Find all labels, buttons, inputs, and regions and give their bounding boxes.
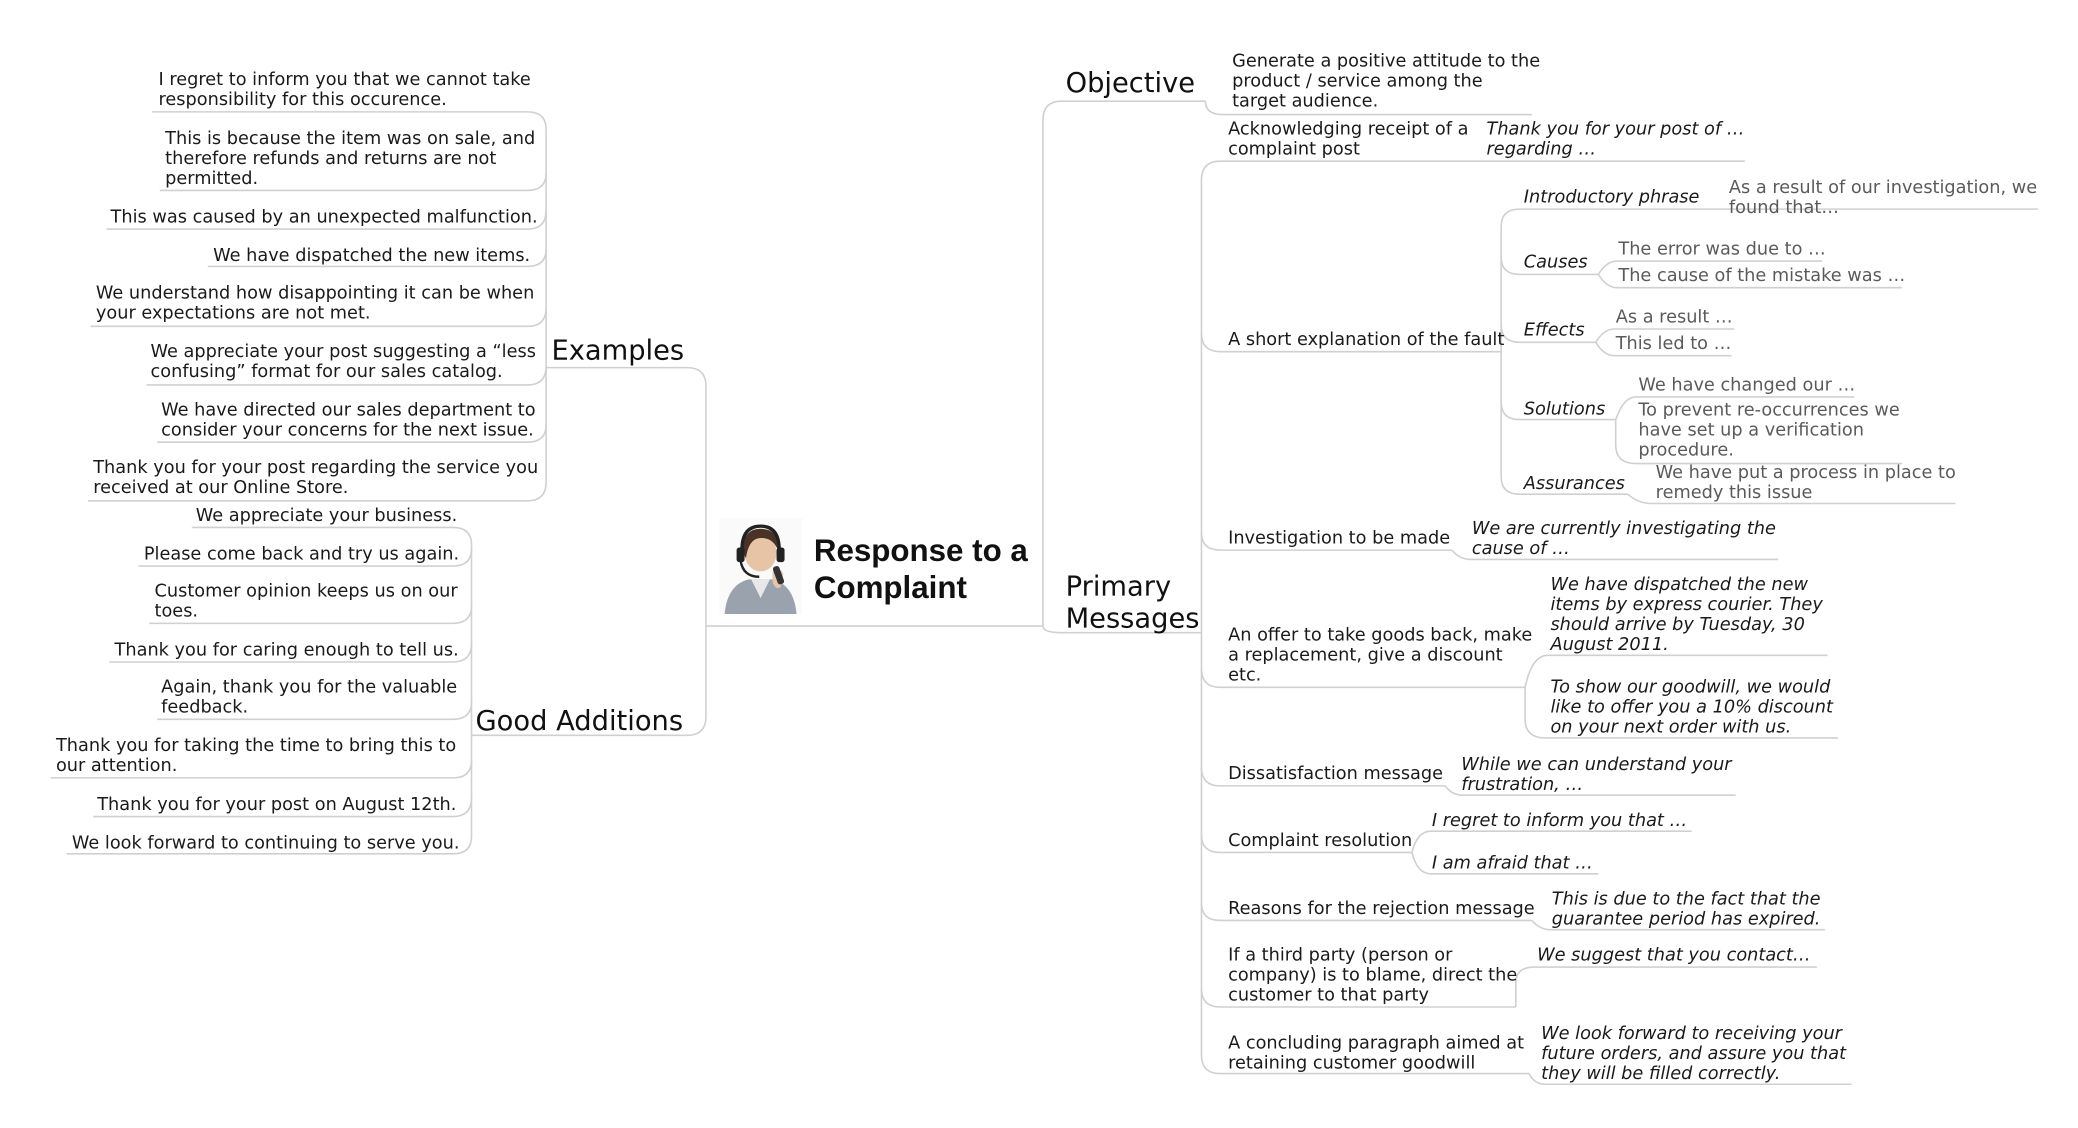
dissatisfaction-example: While we can understand your frustration, …: [1461, 755, 1732, 796]
topic-offer: An offer to take goods back, make a replacement, give a discount etc.: [1228, 626, 1533, 686]
concluding-example: We look forward to receiving your future orders, and assure you that they will be filled correctly.: [1541, 1024, 1847, 1085]
example-item: Thank you for your post regarding the service you received at our Online Store.: [93, 458, 539, 499]
example-item: I regret to inform you that we cannot take responsibility for this occurence.: [158, 70, 531, 111]
subtopic-introductory: Introductory phrase: [1523, 187, 1700, 208]
example-item: We have dispatched the new items.: [213, 246, 531, 267]
topic-rejection: Reasons for the rejection message: [1228, 899, 1535, 920]
good-addition-item: We look forward to continuing to serve you.: [71, 833, 460, 854]
branch-good-additions: Good Additions: [475, 704, 684, 737]
acknowledging-example: Thank you for your post of … regarding …: [1486, 119, 1745, 160]
example-item: We understand how disappointing it can be when your expectations are not met.: [95, 283, 535, 324]
rejection-example: This is due to the fact that the guarantee period has expired.: [1551, 889, 1821, 930]
branch-objective: Objective: [1065, 66, 1196, 99]
effects-example: This led to …: [1615, 334, 1732, 355]
example-item: This is because the item was on sale, and therefore refunds and returns are not permitted.: [165, 129, 536, 190]
central-topic-line-1: Response to a: [813, 532, 1028, 568]
topic-explanation: A short explanation of the fault: [1228, 330, 1505, 351]
solutions-example: To prevent re-occurrences we have set up a verification procedure.: [1638, 400, 1900, 461]
good-addition-item: Customer opinion keeps us on our toes.: [154, 582, 458, 623]
topic-dissatisfaction: Dissatisfaction message: [1228, 764, 1444, 785]
topic-resolution: Complaint resolution: [1228, 831, 1413, 852]
offer-example: We have dispatched the new items by express courier. They should arrive by Tuesday, 30 August 2011.: [1550, 575, 1823, 656]
branch-examples: Examples: [551, 334, 685, 367]
good-addition-item: We appreciate your business.: [195, 506, 458, 527]
good-addition-item: Thank you for taking the time to bring this to our attention.: [55, 736, 457, 777]
subtopic-assurances: Assurances: [1523, 474, 1625, 495]
good-addition-item: Thank you for your post on August 12th.: [97, 795, 457, 816]
assurances-example: We have put a process in place to remedy this issue: [1655, 463, 1956, 504]
good-addition-item: Please come back and try us again.: [143, 544, 460, 565]
example-item: We have directed our sales department to consider your concerns for the next issue.: [161, 400, 536, 441]
offer-example: To show our goodwill, we would like to offer you a 10% discount on your next order with us.: [1550, 677, 1833, 738]
causes-example: The cause of the mistake was …: [1618, 266, 1906, 287]
call-center-operator-icon: [719, 518, 802, 614]
example-item: This was caused by an unexpected malfunction.: [110, 207, 538, 228]
effects-example: As a result …: [1615, 307, 1733, 328]
example-item: We appreciate your post suggesting a “less confusing” format for our sales catalog.: [150, 342, 536, 383]
causes-example: The error was due to …: [1618, 239, 1826, 260]
topic-acknowledging: Acknowledging receipt of a complaint post: [1228, 119, 1469, 160]
solutions-example: We have changed our …: [1638, 375, 1856, 396]
central-topic-line-2: Complaint: [813, 570, 967, 605]
subtopic-solutions: Solutions: [1523, 399, 1606, 420]
third-party-example: We suggest that you contact…: [1537, 945, 1811, 966]
introductory-example: As a result of our investigation, we found that…: [1728, 178, 2038, 219]
good-addition-item: Again, thank you for the valuable feedback.: [161, 677, 458, 718]
branch-primary-messages: Primary Messages: [1065, 570, 1200, 635]
objective-text: Generate a positive attitude to the product / service among the target audience.: [1232, 51, 1541, 112]
topic-investigation: Investigation to be made: [1228, 528, 1451, 549]
resolution-example: I am afraid that …: [1431, 853, 1593, 874]
topic-third-party: If a third party (person or company) is to blame, direct the customer to that party: [1228, 945, 1518, 1006]
investigation-example: We are currently investigating the cause of …: [1471, 519, 1776, 560]
subtopic-causes: Causes: [1523, 253, 1588, 274]
topic-concluding: A concluding paragraph aimed at retaining customer goodwill: [1228, 1033, 1525, 1074]
central-topic-title: [814, 531, 1028, 606]
good-addition-item: Thank you for caring enough to tell us.: [114, 640, 459, 661]
subtopic-effects: Effects: [1523, 321, 1585, 341]
resolution-example: I regret to inform you that …: [1431, 811, 1688, 832]
